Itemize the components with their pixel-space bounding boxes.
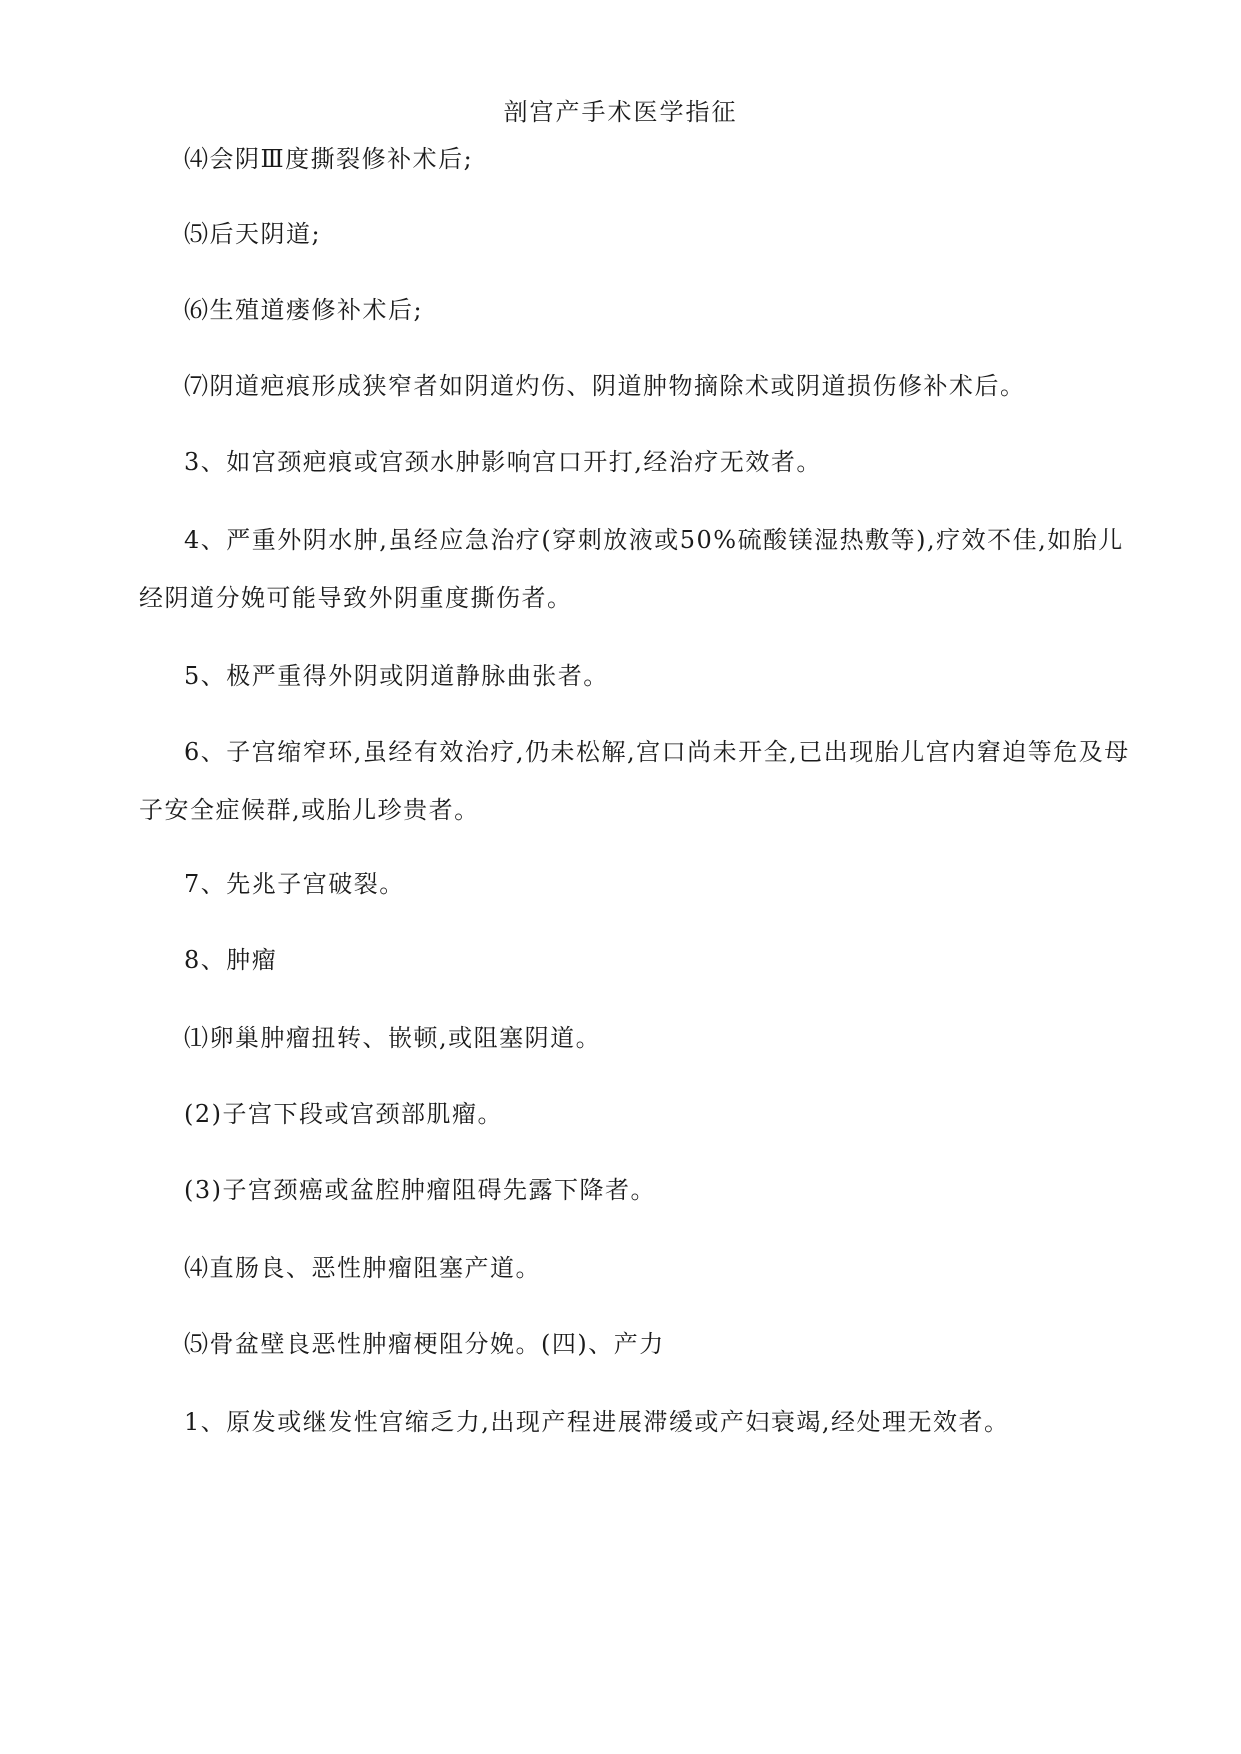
paragraph-line: 经阴道分娩可能导致外阴重度撕伤者。 — [139, 584, 573, 612]
paragraph-line: ⑺阴道疤痕形成狭窄者如阴道灼伤、阴道肿物摘除术或阴道损伤修补术后。 — [184, 372, 1026, 400]
paragraph-line: (3)子宫颈癌或盆腔肿瘤阻碍先露下降者。 — [184, 1176, 656, 1204]
paragraph-line: ⑷直肠良、恶性肿瘤阻塞产道。 — [184, 1254, 541, 1282]
paragraph-line: ⑸骨盆壁良恶性肿瘤梗阻分娩。(四)、产力 — [184, 1330, 665, 1358]
paragraph-line: 6、子宫缩窄环,虽经有效治疗,仍未松解,宫口尚未开全,已出现胎儿宫内窘迫等危及母 — [184, 738, 1130, 766]
paragraph-line: 5、极严重得外阴或阴道静脉曲张者。 — [184, 662, 609, 690]
paragraph-line: 7、先兆子宫破裂。 — [184, 870, 405, 898]
paragraph-line: 子安全症候群,或胎儿珍贵者。 — [139, 796, 480, 824]
paragraph-line: 1、原发或继发性宫缩乏力,出现产程进展滞缓或产妇衰竭,经处理无效者。 — [184, 1408, 1010, 1436]
paragraph-line: 3、如宫颈疤痕或宫颈水肿影响宫口开打,经治疗无效者。 — [184, 448, 822, 476]
paragraph-line: ⑸后天阴道; — [184, 220, 322, 248]
paragraph-line: ⑹生殖道瘘修补术后; — [184, 296, 424, 324]
paragraph-line: ⑷会阴Ⅲ度撕裂修补术后; — [184, 145, 474, 173]
page-title: 剖宫产手术医学指征 — [503, 98, 738, 126]
paragraph-line: ⑴卵巢肿瘤扭转、嵌顿,或阻塞阴道。 — [184, 1024, 602, 1052]
paragraph-line: 8、肿瘤 — [184, 946, 278, 974]
paragraph-line: (2)子宫下段或宫颈部肌瘤。 — [184, 1100, 503, 1128]
paragraph-line: 4、严重外阴水肿,虽经应急治疗(穿刺放液或50%硫酸镁湿热敷等),疗效不佳,如胎儿 — [184, 526, 1124, 554]
